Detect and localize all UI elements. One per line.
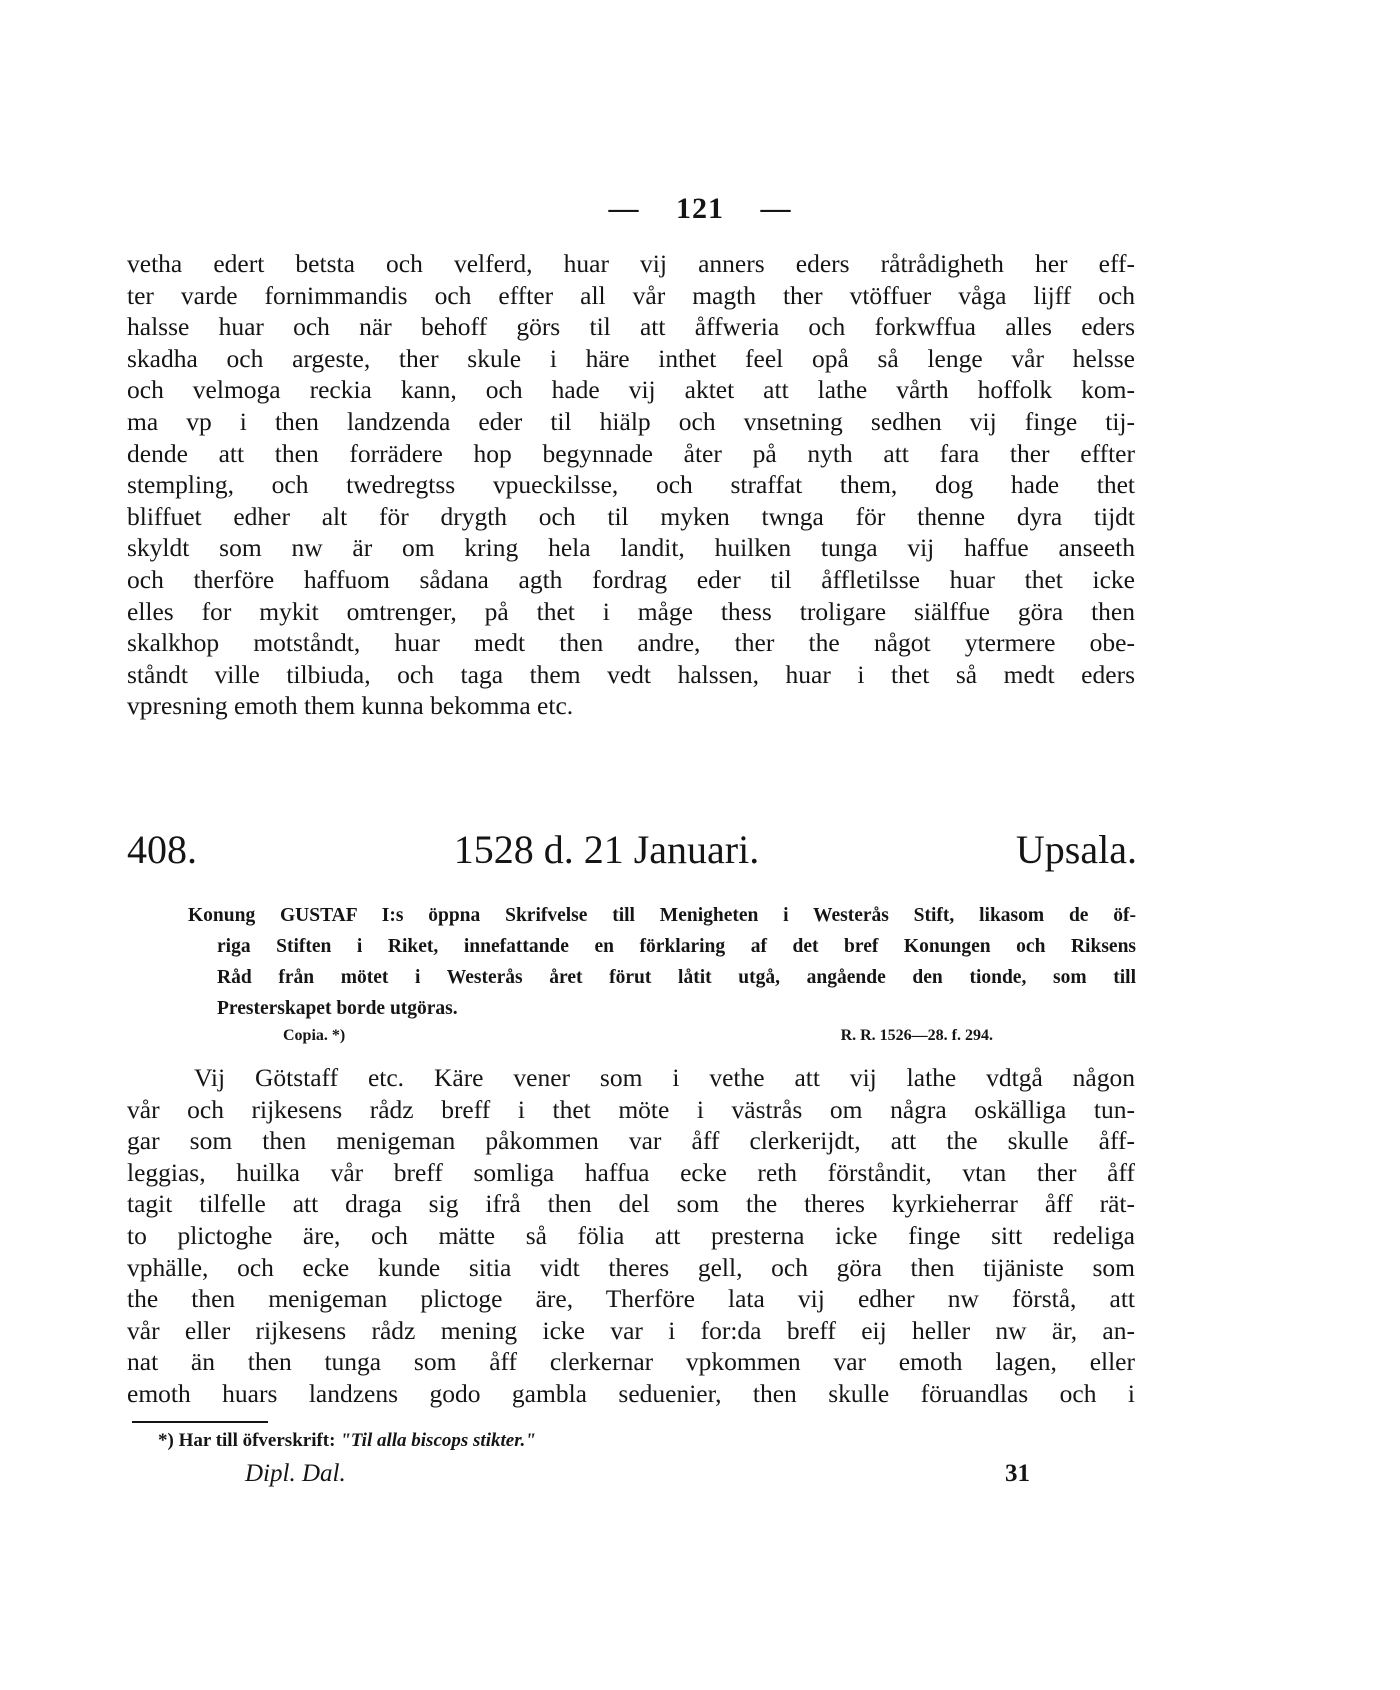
- page-number-dash-left: —: [608, 192, 640, 225]
- text-line: to plictoghe äre, och mätte så fölia att presterna icke finge sitt redeliga: [127, 1220, 1135, 1250]
- summary-line: riga Stiften i Riket, innefattande en förklaring af det bref Konungen och Riksens: [217, 936, 1136, 957]
- text-line: nat än then tunga som åff clerkernar vpkommen var emoth lagen, eller: [127, 1347, 1135, 1377]
- document-number: 408.: [127, 827, 197, 872]
- document-place: Upsala.: [1015, 827, 1137, 872]
- source-row: [283, 1027, 993, 1045]
- source-reference: R. R. 1526—28. f. 294.: [840, 1027, 993, 1044]
- text-line: ma vp i then landzenda eder til hiälp och vnsetning sedhen vij finge tij-: [127, 406, 1135, 436]
- document-date: 1528 d. 21 Januari.: [453, 827, 760, 872]
- text-line: elles for mykit omtrenger, på thet i måge thess troligare siälffue göra then: [127, 596, 1135, 626]
- text-line: dende att then forrädere hop begynnade åter på nyth att fara ther effter: [127, 438, 1135, 468]
- text-line: ter varde fornimmandis och effter all vår magth ther vtöffuer våga lijff och: [127, 280, 1135, 310]
- copy-label: Copia. *): [283, 1027, 346, 1044]
- page-number-row: [0, 192, 1400, 226]
- summary-line: Råd från mötet i Westerås året förut låtit utgå, angående den tionde, som till: [217, 967, 1136, 988]
- previous-letter-text: [127, 248, 1135, 722]
- text-line: emoth huars landzens godo gambla seduenier, then skulle föruandlas och i: [127, 1378, 1135, 1408]
- footnote-text: "Til alla biscops stikter.": [340, 1430, 536, 1451]
- text-line: halsse huar och när behoff görs til att åffweria och forkwffua alles eders: [127, 312, 1135, 342]
- text-line: skalkhop motståndt, huar medt then andre, ther the något ytermere obe-: [127, 628, 1135, 658]
- sheet-number: 31: [1005, 1460, 1030, 1487]
- text-line: vetha edert betsta och velferd, huar vij anners eders råtrådigheth her eff-: [127, 249, 1135, 278]
- page-number-dash-right: —: [760, 192, 792, 225]
- document-summary: [188, 900, 1136, 1024]
- text-line: skyldt som nw är om kring hela landit, huilken tunga vij haffue anseeth: [127, 533, 1135, 563]
- text-line: och velmoga reckia kann, och hade vij aktet att lathe vårth hoffolk kom-: [127, 375, 1135, 405]
- document-heading: [127, 826, 1137, 873]
- text-line: skadha och argeste, ther skule i häre inthet feel opå så lenge vår helsse: [127, 343, 1135, 373]
- text-line: the then menigeman plictoge äre, Therföre lata vij edher nw förstå, att: [127, 1284, 1135, 1314]
- letter-text: [127, 1062, 1135, 1410]
- page-number: 121: [676, 192, 724, 225]
- text-line: bliffuet edher alt för drygth och til myken twnga för thenne dyra tijdt: [127, 501, 1135, 531]
- footnote-divider: [132, 1421, 268, 1423]
- page-footer: [245, 1460, 1030, 1488]
- text-line: vår och rijkesens rådz breff i thet möte i västrås om några oskälliga tun-: [127, 1094, 1135, 1124]
- summary-line: Konung GUSTAF I:s öppna Skrifvelse till Menigheten i Westerås Stift, likasom de öf-: [188, 905, 1136, 926]
- text-line: ståndt ville tilbiuda, och taga them vedt halssen, huar i thet så medt eders: [127, 659, 1135, 689]
- text-line: gar som then menigeman påkommen var åff clerkerijdt, att the skulle åff-: [127, 1126, 1135, 1156]
- footnote: [158, 1430, 536, 1452]
- text-line: leggias, huilka vår breff somliga haffua ecke reth förståndit, vtan ther åff: [127, 1157, 1135, 1187]
- signature-mark: Dipl. Dal.: [245, 1460, 346, 1487]
- summary-line: Presterskapet borde utgöras.: [217, 998, 458, 1019]
- text-line: Vij Götstaff etc. Käre vener som i vethe att vij lathe vdtgå någon: [194, 1063, 1135, 1092]
- text-line: och therföre haffuom sådana agth fordrag eder til åffletilsse huar thet icke: [127, 564, 1135, 594]
- text-line: tagit tilfelle att draga sig ifrå then del som the theres kyrkieherrar åff rät-: [127, 1189, 1135, 1219]
- text-line: vpresning emoth them kunna bekomma etc.: [127, 691, 574, 721]
- text-line: vphälle, och ecke kunde sitia vidt theres gell, och göra then tijäniste som: [127, 1252, 1135, 1282]
- text-line: vår eller rijkesens rådz mening icke var i for:da breff eij heller nw är, an-: [127, 1315, 1135, 1345]
- footnote-marker: *) Har till öfverskrift:: [158, 1430, 336, 1451]
- text-line: stempling, och twedregtss vpueckilsse, och straffat them, dog hade thet: [127, 470, 1135, 500]
